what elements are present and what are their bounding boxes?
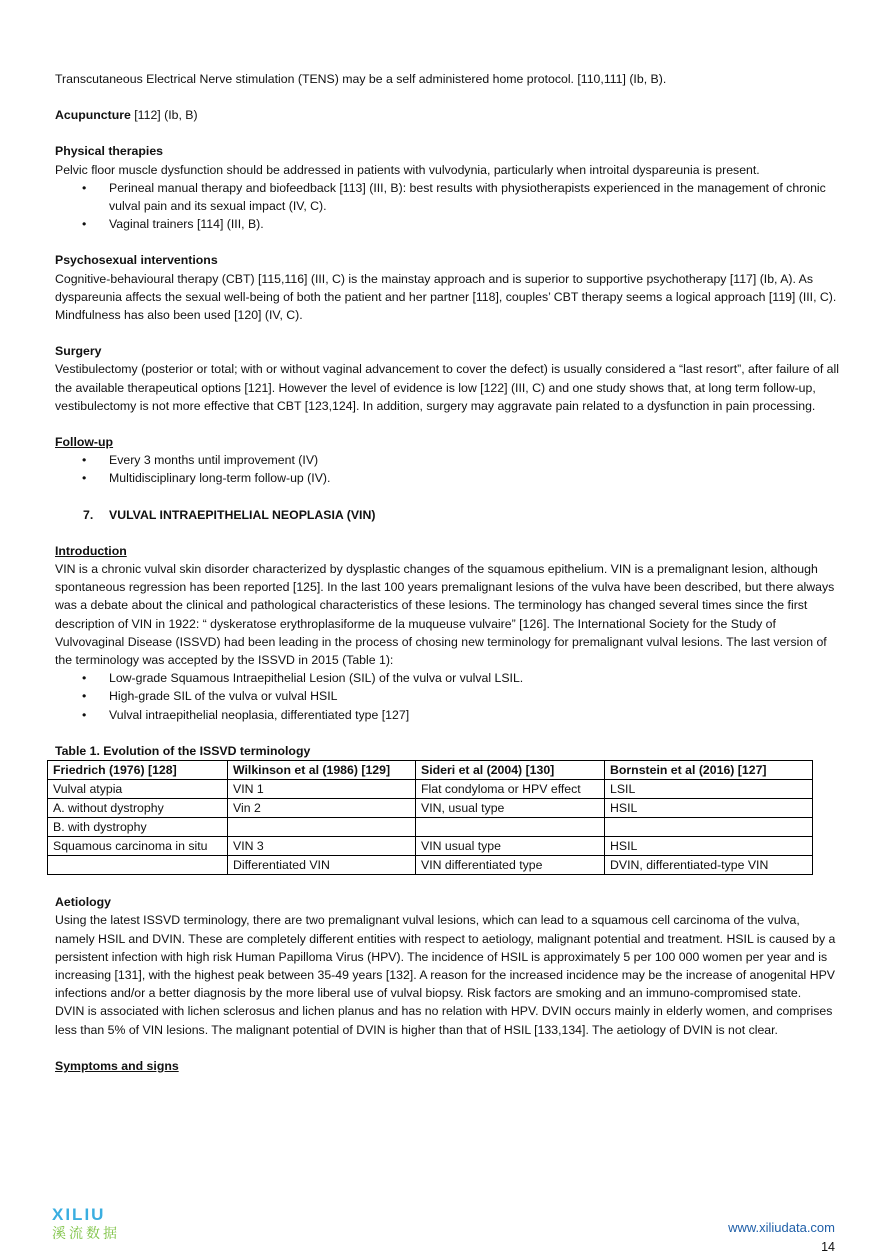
list-item: • Vulval intraepithelial neoplasia, differentiated type [127]	[55, 706, 840, 724]
follow-up-heading: Follow-up	[55, 435, 114, 450]
section-title: VULVAL INTRAEPITHELIAL NEOPLASIA (VIN)	[109, 507, 376, 522]
physical-therapies-list	[55, 179, 840, 234]
logo-cn-text: 溪流数据	[52, 1226, 120, 1241]
table-cell: VIN differentiated type	[416, 856, 605, 875]
xiliu-logo	[52, 1205, 136, 1241]
list-item: • Every 3 months until improvement (IV)	[55, 451, 840, 469]
introduction-body: VIN is a chronic vulval skin disorder characterized by dysplastic changes of the squamous epithelium. VIN is a premalignant lesion, although spontaneous regression has been reported [125]. In the last 100 years premalignant lesions of the vulva have been described, but there always was a debate about the clinical and pathological characteristics of these lesions. The terminology has changed several times since the first description of VIN in 1922: “ dyskeratose erythroplasiforme de la muqueuse vulvaire” [126]. The International Society for the Study of Vulvovaginal Disease (ISSVD) had been leading in the process of chosing new terminology for premalignant vulval lesions. The last version of the terminology was accepted by the ISSVD in 2015 (Table 1):	[55, 562, 835, 668]
physical-therapies-body: Pelvic floor muscle dysfunction should be addressed in patients with vulvodynia, particularly when introital dyspareunia is present.	[55, 162, 760, 177]
surgery-heading: Surgery	[55, 344, 102, 359]
table-cell	[605, 818, 813, 837]
surgery-body: Vestibulectomy (posterior or total; with or without vaginal advancement to cover the defect) is usually considered a “last resort”, after failure of all the available therapeutical options [121]. However the level of evidence is low [122] (III, C) and one study shows that, at long term follow-up, vestibulectomy is not more effective that CBT [123,124]. In addition, surgery may aggravate pain related to a dysfunction in pain processing.	[55, 362, 839, 413]
psychosexual-body: Cognitive-behavioural therapy (CBT) [115,116] (III, C) is the mainstay approach and is superior to supportive psychotherapy [117] (Ib, A). As dyspareunia affects the sexual well-being of both the patient and her partner [118], couples’ CBT therapy seems a logical approach [119] (III, C). Mindfulness has also been used [120] (IV, C).	[55, 271, 837, 323]
aetiology-body-dvin: DVIN is associated with lichen sclerosus and lichen planus and has no relation with HPV. DVIN occurs mainly in elderly women, and comprises less than 5% of VIN lesions. The malignant potential of DVIN is higher than that of HSIL [133,134]. The aetiology of DVIN is not clear.	[55, 1004, 833, 1037]
follow-up-list	[55, 451, 840, 487]
table-cell: Vulval atypia	[48, 780, 228, 799]
table-header-cell: Friedrich (1976) [128]	[48, 761, 228, 780]
table-row	[48, 856, 813, 875]
section-7-heading	[55, 506, 840, 524]
table-cell: Flat condyloma or HPV effect	[416, 780, 605, 799]
table-cell: Vin 2	[228, 799, 416, 818]
table-cell: B. with dystrophy	[48, 818, 228, 837]
footer-url: www.xiliudata.com	[728, 1220, 835, 1235]
table-cell: HSIL	[605, 837, 813, 856]
page-number: 14	[821, 1240, 835, 1254]
table-row	[48, 780, 813, 799]
table-header-cell: Bornstein et al (2016) [127]	[605, 761, 813, 780]
table-cell: Differentiated VIN	[228, 856, 416, 875]
logo-latin-text: XILIU	[52, 1205, 106, 1224]
table-row	[48, 799, 813, 818]
table-cell: HSIL	[605, 799, 813, 818]
symptoms-heading: Symptoms and signs	[55, 1058, 179, 1073]
list-item: • Perineal manual therapy and biofeedback [113] (III, B): best results with physiotherapists experienced in the management of chronic vulval pain and its sexual impact (IV, C).	[55, 179, 840, 215]
acupuncture-heading: Acupuncture	[55, 108, 131, 123]
psychosexual-heading: Psychosexual interventions	[55, 253, 218, 268]
table-header-cell: Wilkinson et al (1986) [129]	[228, 761, 416, 780]
list-item: • Low-grade Squamous Intraepithelial Lesion (SIL) of the vulva or vulval LSIL.	[55, 669, 840, 687]
list-item: • Vaginal trainers [114] (III, B).	[55, 215, 840, 233]
terminology-table	[47, 760, 813, 875]
table-cell: DVIN, differentiated-type VIN	[605, 856, 813, 875]
aetiology-body-hsil: Using the latest ISSVD terminology, there are two premalignant vulval lesions, which can lead to a squamous cell carcinoma of the vulva, namely HSIL and DVIN. These are completely different entities with respect to aetiology, malignant potential and treatment. HSIL is caused by a persistent infection with high risk Human Papilloma Virus (HPV). The incidence of HSIL is approximately 5 per 100 000 women per year and is increasing [131], with the highest peak between 35-49 years [132]. A reason for the increased incidence may be the increase of anogenital HPV infections and/or a better diagnosis by the more liberal use of vulval biopsy. Risk factors are smoking and an immuno-compromised state.	[55, 913, 836, 1001]
section-number: 7.	[83, 507, 94, 522]
list-item: • Multidisciplinary long-term follow-up (IV).	[55, 469, 840, 487]
table-header-row	[48, 761, 813, 780]
list-item: • High-grade SIL of the vulva or vulval HSIL	[55, 687, 840, 705]
table-cell: VIN 1	[228, 780, 416, 799]
xiliu-logo-icon	[52, 1205, 136, 1241]
table-header-cell: Sideri et al (2004) [130]	[416, 761, 605, 780]
physical-therapies-heading: Physical therapies	[55, 144, 163, 159]
aetiology-heading: Aetiology	[55, 895, 112, 910]
table-caption: Table 1. Evolution of the ISSVD terminology	[55, 743, 311, 758]
table-cell	[228, 818, 416, 837]
table-cell: VIN 3	[228, 837, 416, 856]
document-page	[55, 70, 840, 1075]
table-cell	[416, 818, 605, 837]
table-cell	[48, 856, 228, 875]
table-cell: A. without dystrophy	[48, 799, 228, 818]
table-cell: VIN usual type	[416, 837, 605, 856]
table-cell: VIN, usual type	[416, 799, 605, 818]
introduction-heading: Introduction	[55, 543, 127, 558]
table-cell: Squamous carcinoma in situ	[48, 837, 228, 856]
table-row	[48, 837, 813, 856]
terminology-list	[55, 669, 840, 724]
acupuncture-ref: [112] (Ib, B)	[130, 108, 198, 123]
table-cell: LSIL	[605, 780, 813, 799]
acupuncture-line	[55, 106, 840, 124]
tens-paragraph: Transcutaneous Electrical Nerve stimulation (TENS) may be a self administered home protocol. [110,111] (Ib, B).	[55, 72, 667, 86]
table-row	[48, 818, 813, 837]
